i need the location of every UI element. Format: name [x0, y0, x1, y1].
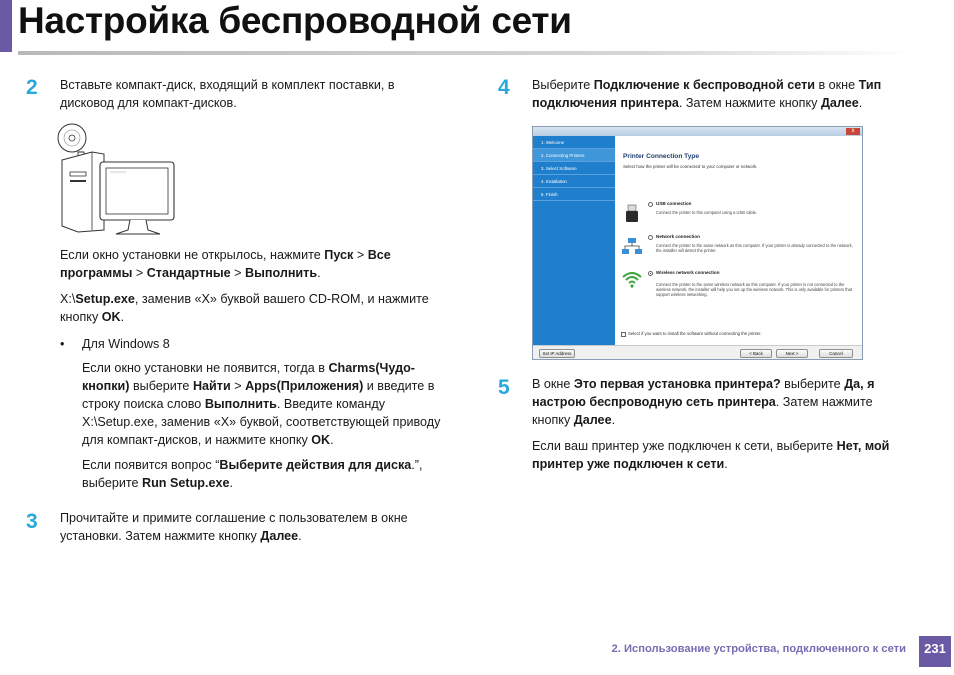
usb-icon: [621, 204, 643, 224]
step-4-text: Выберите Подключение к беспроводной сети в окне Тип подключения принтера. Затем нажмите кнопку Далее.: [532, 78, 882, 110]
usb-connection-description: Connect the printer to this computer using a USB cable.: [656, 210, 758, 215]
cancel-button[interactable]: Cancel: [819, 349, 853, 358]
install-without-printer-label: Select if you want to install the software without connecting the printer.: [628, 331, 762, 336]
step-3-number: 3: [26, 510, 38, 533]
page-number: 231: [919, 636, 951, 667]
step-5-number: 5: [498, 376, 510, 399]
page-title: Настройка беспроводной сети: [18, 0, 572, 41]
windows-8-paragraph-1: Если окно установки не появится, тогда в Charms(Чудо-кнопки) выберите Найти > Apps(Приложения) и введите в строку поиска слово Выполнить. Введите команду X:\Setup.exe, заменив «X» буквой, соответствующей приводу для компакт-дисков, и нажмите кнопку OK.: [82, 361, 441, 447]
installer-step: 5. Finish: [533, 188, 615, 201]
wireless-connection-label: Wireless network connection: [656, 270, 720, 275]
title-accent-bar: [0, 0, 12, 52]
cd-computer-icon: [56, 122, 180, 240]
step-5-paragraph-2: Если ваш принтер уже подключен к сети, выберите Нет, мой принтер уже подключен к сети.: [532, 439, 890, 471]
bullet-windows-8: Для Windows 8: [82, 337, 170, 351]
close-icon[interactable]: x: [846, 128, 860, 135]
network-icon: [621, 237, 643, 257]
step-2-number: 2: [26, 76, 38, 99]
network-connection-description: Connect the printer to the same network as this computer. If your printer is already connected to the network, the installer will detect the printer.: [656, 243, 853, 254]
network-connection-radio[interactable]: [648, 235, 653, 240]
installer-content: [615, 136, 862, 345]
usb-connection-label: USB connection: [656, 201, 692, 206]
installer-heading: Printer Connection Type: [623, 153, 700, 160]
wireless-connection-description: Connect the printer to the same wireless network as this computer. If your printer is not connected to the wireless network, the installer will help you set up the wireless network. This is only available for printers that support wireless networking.: [656, 282, 853, 298]
installer-footer: [533, 345, 862, 360]
bullet-marker: •: [60, 337, 65, 351]
installer-step: 1. Welcome: [533, 136, 615, 149]
step-2-intro: Вставьте компакт-диск, входящий в комплект поставки, в дисковод для компакт-дисков.: [60, 78, 395, 110]
installer-subheading: Select how the printer will be connected to your computer or network.: [623, 164, 758, 169]
installer-step-sidebar: [533, 136, 615, 345]
step-2-paragraph-2: X:\Setup.exe, заменив «X» буквой вашего CD-ROM, и нажмите кнопку OK.: [60, 292, 429, 324]
step-3-text: Прочитайте и примите соглашение с пользователем в окне установки. Затем нажмите кнопку Далее.: [60, 511, 408, 543]
network-connection-label: Network connection: [656, 234, 700, 239]
step-2-paragraph-1: Если окно установки не открылось, нажмите Пуск > Все программы > Стандартные > Выполнить.: [60, 248, 391, 280]
title-divider: [18, 51, 913, 55]
install-without-printer-checkbox[interactable]: [621, 332, 626, 337]
usb-connection-radio[interactable]: [648, 202, 653, 207]
step-5-paragraph-1: В окне Это первая установка принтера? выберите Да, я настрою беспроводную сеть принтера. Затем нажмите кнопку Далее.: [532, 377, 875, 427]
chapter-footer: 2. Использование устройства, подключенного к сети: [611, 643, 906, 655]
set-ip-address-button[interactable]: Set IP Address: [539, 349, 575, 358]
next-button[interactable]: Next >: [776, 349, 808, 358]
installer-step: 3. Select Software: [533, 162, 615, 175]
wifi-icon: [621, 270, 643, 290]
installer-titlebar: [533, 127, 862, 136]
wireless-connection-radio[interactable]: [648, 271, 653, 276]
installer-window: [532, 126, 863, 360]
installer-step-active: 2. Connecting Printers: [533, 149, 615, 162]
back-button[interactable]: < Back: [740, 349, 772, 358]
windows-8-paragraph-2: Если появится вопрос “Выберите действия для диска.”, выберите Run Setup.exe.: [82, 458, 423, 490]
installer-step: 4. Installation: [533, 175, 615, 188]
step-4-number: 4: [498, 76, 510, 99]
